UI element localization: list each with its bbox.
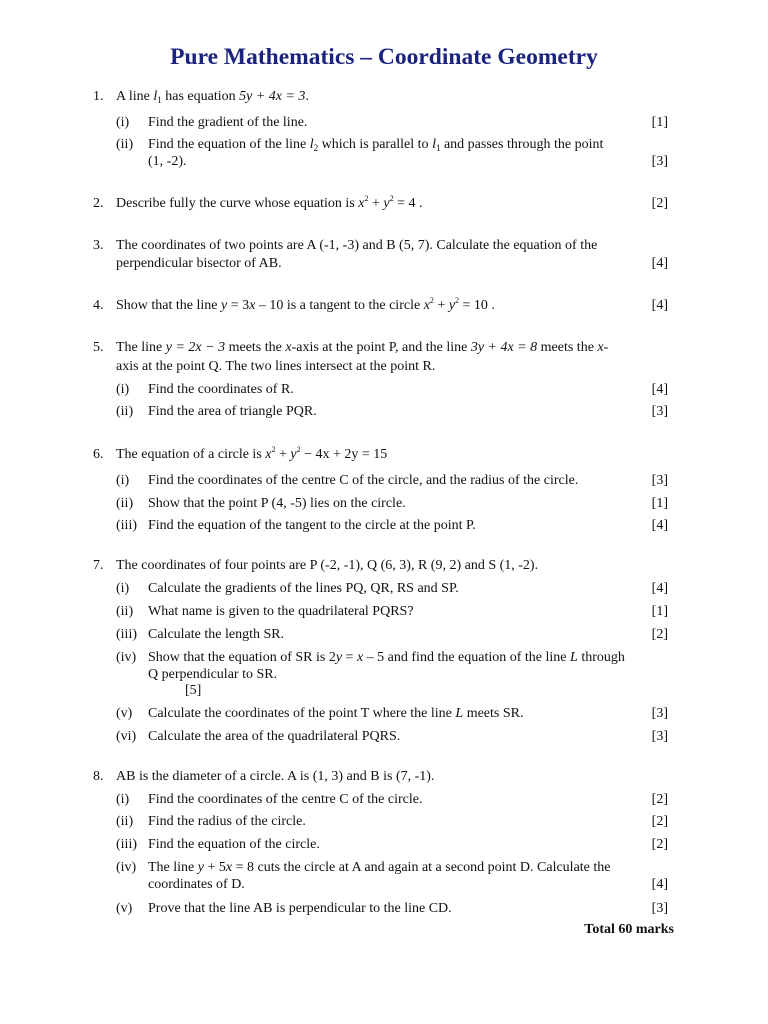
q7-iv-label: (iv) <box>116 650 137 665</box>
q6-iii-marks: [4] <box>651 518 668 533</box>
q6-i-text: Find the coordinates of the centre C of the circle, and the radius of the circle. <box>148 473 579 488</box>
q8-v-marks: [3] <box>651 901 668 916</box>
q8-i-label: (i) <box>116 792 130 807</box>
q7-iv-marks: [5] <box>185 683 202 698</box>
q7-vi-label: (vi) <box>116 729 137 744</box>
q6-number: 6. <box>93 447 104 462</box>
q4-marks: [4] <box>651 298 668 313</box>
q5-i-label: (i) <box>116 382 130 397</box>
q2-stem: Describe fully the curve whose equation is $x^2 + y^2 = 4$ . <box>116 194 423 211</box>
q1-i-text: Find the gradient of the line. <box>148 115 308 130</box>
q7-number: 7. <box>93 558 104 573</box>
q8-iv-marks: [4] <box>651 877 668 892</box>
q8-number: 8. <box>93 769 104 784</box>
q1-i-marks: [1] <box>651 115 668 130</box>
q7-iii-text: Calculate the length SR. <box>148 627 285 642</box>
q8-iv-label: (iv) <box>116 860 137 875</box>
q8-ii-text: Find the radius of the circle. <box>148 814 306 829</box>
q1-stem: A line $l_1$ has equation 5y + 4x = 3. <box>116 89 309 105</box>
q8-i-text: Find the coordinates of the centre C of the circle. <box>148 792 423 807</box>
q6-ii-text: Show that the point P (4, -5) lies on the circle. <box>148 496 406 511</box>
q7-stem: The coordinates of four points are P (-2, -1), Q (6, 3), R (9, 2) and S (1, -2). <box>116 558 539 573</box>
q7-v-marks: [3] <box>651 706 668 721</box>
q4-stem: Show that the line y = 3x – 10 is a tangent to the circle $x^2 + y^2 = 10$ . <box>116 296 495 313</box>
q3-stem-line2: perpendicular bisector of AB. <box>116 256 282 271</box>
q4-number: 4. <box>93 298 104 313</box>
q7-ii-marks: [1] <box>651 604 668 619</box>
q7-ii-label: (ii) <box>116 604 134 619</box>
q5-stem-line2: axis at the point Q. The two lines intersect at the point R. <box>116 359 436 374</box>
q5-i-marks: [4] <box>651 382 668 397</box>
q3-marks: [4] <box>651 256 668 271</box>
q5-i-text: Find the coordinates of R. <box>148 382 294 397</box>
q8-iii-label: (iii) <box>116 837 137 852</box>
q6-stem: The equation of a circle is $x^2 + y^2 - 4x + 2y = 15$ <box>116 445 388 462</box>
q3-number: 3. <box>93 238 104 253</box>
q2-marks: [2] <box>651 196 668 211</box>
q6-i-label: (i) <box>116 473 130 488</box>
q1-ii-text-line2: (1, -2). <box>148 154 187 169</box>
q7-iv-text: Show that the equation of SR is 2y = x – 5 and find the equation of the line L through <box>148 650 625 665</box>
q1-ii-text: Find the equation of the line $l_2$ which is parallel to $l_1$ and passes through the point <box>148 137 604 153</box>
q5-ii-label: (ii) <box>116 404 134 419</box>
q7-iii-label: (iii) <box>116 627 137 642</box>
q7-i-marks: [4] <box>651 581 668 596</box>
q8-iv-text-line2: coordinates of D. <box>148 877 245 892</box>
q2-number: 2. <box>93 196 104 211</box>
q5-ii-text: Find the area of triangle PQR. <box>148 404 317 419</box>
q7-iv-text-line2: Q perpendicular to SR. <box>148 667 278 682</box>
q7-v-label: (v) <box>116 706 133 721</box>
q5-number: 5. <box>93 340 104 355</box>
q5-stem: The line y = 2x − 3 meets the x-axis at the point P, and the line 3y + 4x = 8 meets the x- <box>116 340 609 355</box>
q8-iv-text: The line y + 5x = 8 cuts the circle at A and again at a second point D. Calculate the <box>148 860 611 875</box>
q7-i-text: Calculate the gradients of the lines PQ, QR, RS and SP. <box>148 581 459 596</box>
q8-iii-text: Find the equation of the circle. <box>148 837 320 852</box>
q7-ii-text: What name is given to the quadrilateral PQRS? <box>148 604 414 619</box>
q8-i-marks: [2] <box>651 792 668 807</box>
q8-v-label: (v) <box>116 901 133 916</box>
q8-ii-marks: [2] <box>651 814 668 829</box>
q6-iii-label: (iii) <box>116 518 137 533</box>
q7-vi-marks: [3] <box>651 729 668 744</box>
q1-i-label: (i) <box>116 115 130 130</box>
q6-i-marks: [3] <box>651 473 668 488</box>
q6-ii-label: (ii) <box>116 496 134 511</box>
q1-number: 1. <box>93 89 104 104</box>
q8-iii-marks: [2] <box>651 837 668 852</box>
q6-ii-marks: [1] <box>651 496 668 511</box>
q7-vi-text: Calculate the area of the quadrilateral PQRS. <box>148 729 401 744</box>
q3-stem: The coordinates of two points are A (-1, -3) and B (5, 7). Calculate the equation of the <box>116 238 598 253</box>
page-title: Pure Mathematics – Coordinate Geometry <box>170 44 598 70</box>
total-marks: Total 60 marks <box>584 922 674 937</box>
q1-ii-marks: [3] <box>651 154 668 169</box>
q8-v-text: Prove that the line AB is perpendicular to the line CD. <box>148 901 452 916</box>
q8-stem: AB is the diameter of a circle. A is (1, 3) and B is (7, -1). <box>116 769 435 784</box>
q1-ii-label: (ii) <box>116 137 134 152</box>
q7-iii-marks: [2] <box>651 627 668 642</box>
q7-v-text: Calculate the coordinates of the point T where the line L meets SR. <box>148 706 524 721</box>
q8-ii-label: (ii) <box>116 814 134 829</box>
q6-iii-text: Find the equation of the tangent to the circle at the point P. <box>148 518 476 533</box>
q7-i-label: (i) <box>116 581 130 596</box>
q5-ii-marks: [3] <box>651 404 668 419</box>
